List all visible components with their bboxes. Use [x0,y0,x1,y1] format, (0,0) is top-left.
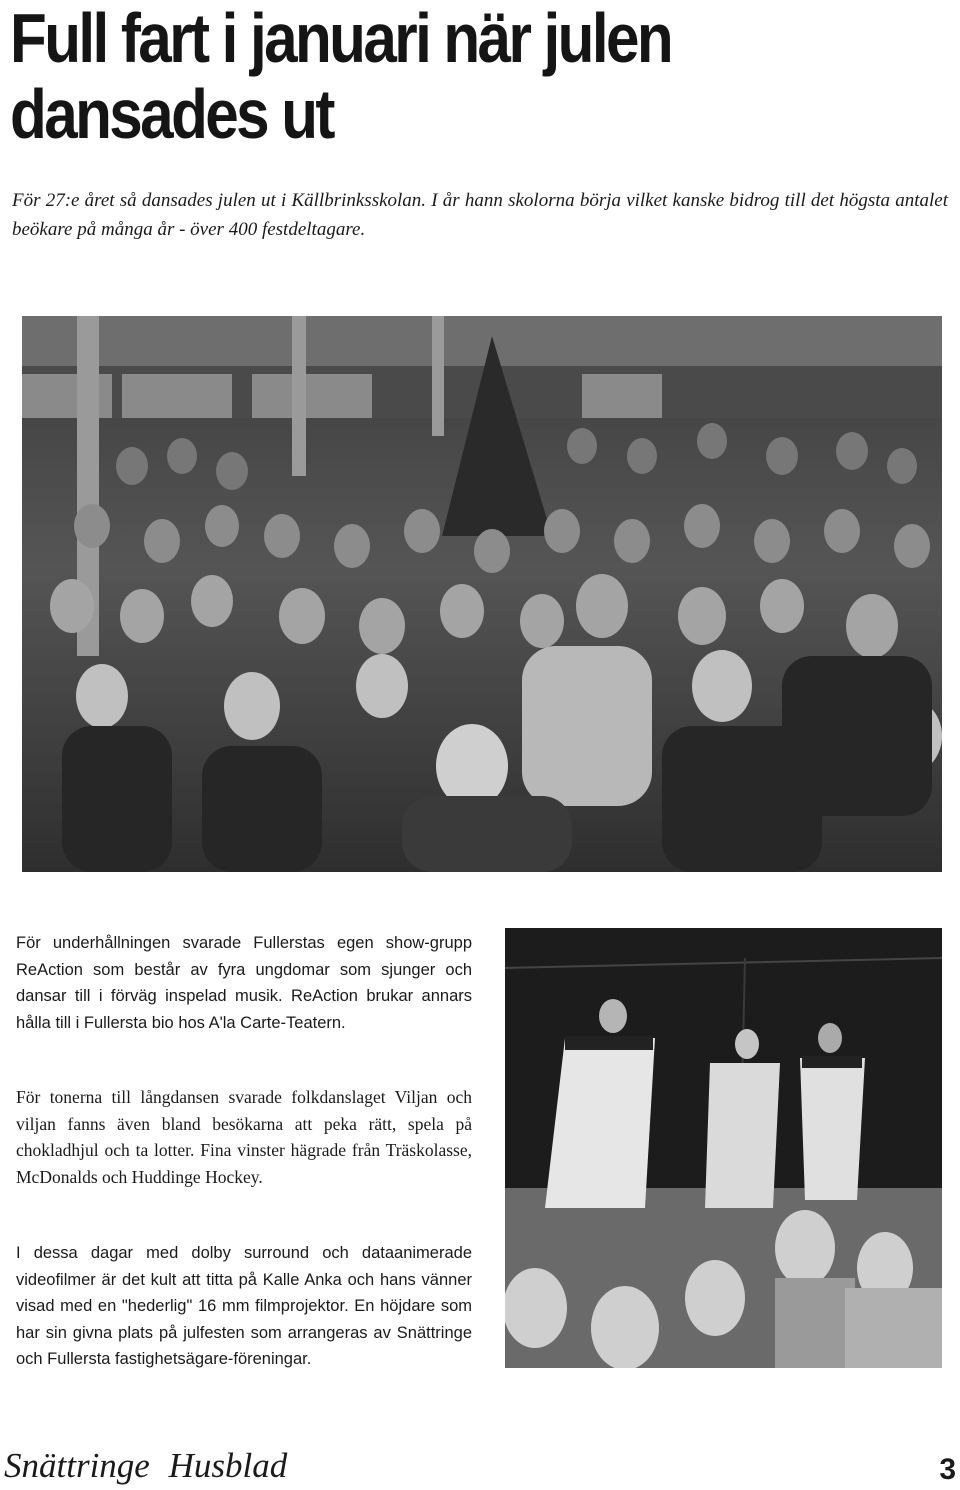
page-number: 3 [939,1453,956,1486]
headline: Full fart i januari när julen dansades ut [10,0,672,153]
publication-name: Snättringe Husblad [4,1446,288,1485]
ingress: För 27:e året så dansades julen ut i Källbrinksskolan. I år hann skolorna börja vilket kanske bidrog till det högsta antalet beökare på många år - över 400 festdeltagare. [12,190,948,240]
crowd-photo-illustration [22,316,942,872]
crowd-photo [22,316,942,872]
paragraph-film: I dessa dagar med dolby surround och dataanimerade videofilmer är det kult att titta på Kalle Anka och hans vänner visad med en "hederlig" 16 mm filmprojektor. En höjdare som har sin givna plats på julfesten som arrangeras av Snättringe och Fullersta fastighetsägare-föreningar. [16,1244,472,1368]
stage-photo [505,928,942,1368]
paragraph-folkdance: För tonerna till långdansen svarade folkdanslaget Viljan och viljan fanns även bland besökarna att peka rätt, spela på chokladhjul och ta lotter. Fina vinster hägrade från Träskolasse, McDonalds och Huddinge Hockey. [16,1087,472,1187]
stage-photo-illustration [505,928,942,1368]
paragraph-entertainment: För underhållningen svarade Fullerstas egen show-grupp ReAction som består av fyra ungdomar som sjunger och dansar till i förväg inspelad musik. ReAction brukar annars hålla till i Fullersta bio hos A'la Carte-Teatern. [16,934,472,1032]
